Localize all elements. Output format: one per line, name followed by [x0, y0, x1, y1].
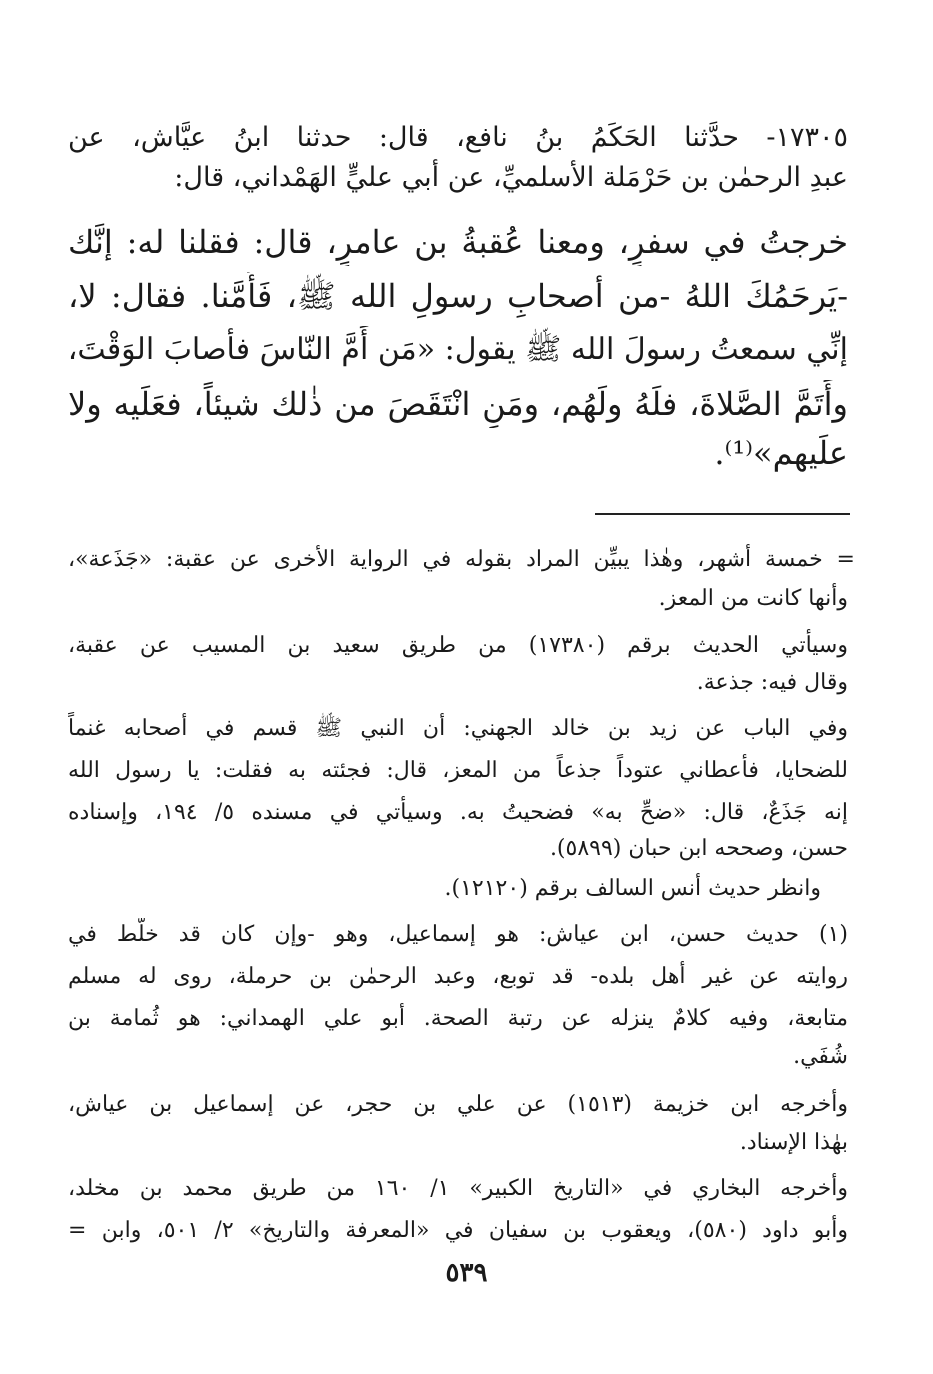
- footnote-line: وأخرجه البخاري في «التاريخ الكبير» ١/ ١٦٠ من طريق محمد بن مخلد،: [68, 1176, 848, 1201]
- page-number: ٥٣٩: [445, 1258, 488, 1288]
- footnote-line: روايته عن غير أهل بلده- قد توبع، وعبد الرحمٰن بن حرملة، روى له مسلم: [68, 964, 848, 989]
- hadith-text-line: -يَرحَمُكَ اللهُ -من أصحابِ رسولِ الله ﷺ، فَأُمَّنا. فقال: لا،: [68, 277, 848, 315]
- footnote-line: بهٰذا الإسناد.: [739, 1130, 848, 1155]
- footnote-line: للضحايا، فأعطاني عتوداً جذعاً من المعز، قال: فجئته به فقلت: يا رسول الله: [68, 758, 848, 783]
- footnote-line: وانظر حديث أنس السالف برقم (١٢١٢٠).: [444, 876, 821, 901]
- footnote-line: وسيأتي الحديث برقم (١٧٣٨٠) من طريق سعيد بن المسيب عن عقبة،: [68, 633, 848, 658]
- footnote-line: = خمسة أشهر، وهٰذا يبيِّن المراد بقوله في الرواية الأخرى عن عقبة: «جَذَعة»،: [68, 547, 855, 572]
- footnote-line: وفي الباب عن زيد بن خالد الجهني: أن النبي ﷺ قسم في أصحابه غنماً: [68, 716, 848, 741]
- footnote-separator: [595, 513, 850, 515]
- footnote-line: وأنها كانت من المعز.: [658, 586, 848, 611]
- footnote-line: شُفَي.: [793, 1044, 848, 1069]
- footnote-line: حسن، وصححه ابن حبان (٥٨٩٩).: [549, 836, 848, 861]
- footnote-line: وأبو داود (٥٨٠)، ويعقوب بن سفيان في «المعرفة والتاريخ» ٢/ ٥٠١، وابن =: [68, 1218, 848, 1243]
- footnote-line: متابعة، وفيه كلامٌ ينزله عن رتبة الصحة. أبو علي الهمداني: هو ثُمامة بن: [68, 1006, 848, 1031]
- isnad-line-2: عبدِ الرحمٰن بن حَرْمَلة الأسلميِّ، عن أبي عليٍّ الهَمْداني، قال:: [174, 162, 848, 193]
- hadith-number-isnad-line-1: ١٧٣٠٥- حدَّثنا الحَكَمُ بنُ نافع، قال: حدثنا ابنُ عيَّاش، عن: [68, 122, 848, 153]
- footnote-line: (١) حديث حسن، ابن عياش: هو إسماعيل، وهو -وإن كان قد خلَّط في: [68, 922, 848, 947]
- hadith-text-line: وأَتَمَّ الصَّلاةَ، فلَهُ ولَهُم، ومَنِ انْتَقَصَ من ذٰلك شيئاً، فعَلَيه ولا: [68, 385, 848, 423]
- hadith-text-line: خرجتُ في سفرٍ، ومعنا عُقبةُ بن عامرٍ، قال: فقلنا له: إنَّك: [68, 223, 848, 261]
- footnote-line: إنه جَذَعٌ، قال: «ضحِّ به» فضحيتُ به. وسيأتي في مسنده ٥/ ١٩٤، وإسناده: [68, 800, 848, 825]
- footnote-line: وقال فيه: جذعة.: [696, 670, 848, 695]
- hadith-text-line: إنِّي سمعتُ رسولَ الله ﷺ يقول: «مَن أَمَّ النّاسَ فأصابَ الوَقْتَ،: [68, 332, 848, 367]
- hadith-text-line: علَيهم»⁽¹⁾.: [714, 434, 848, 472]
- footnote-line: وأخرجه ابن خزيمة (١٥١٣) عن علي بن حجر، عن إسماعيل بن عياش،: [68, 1092, 848, 1117]
